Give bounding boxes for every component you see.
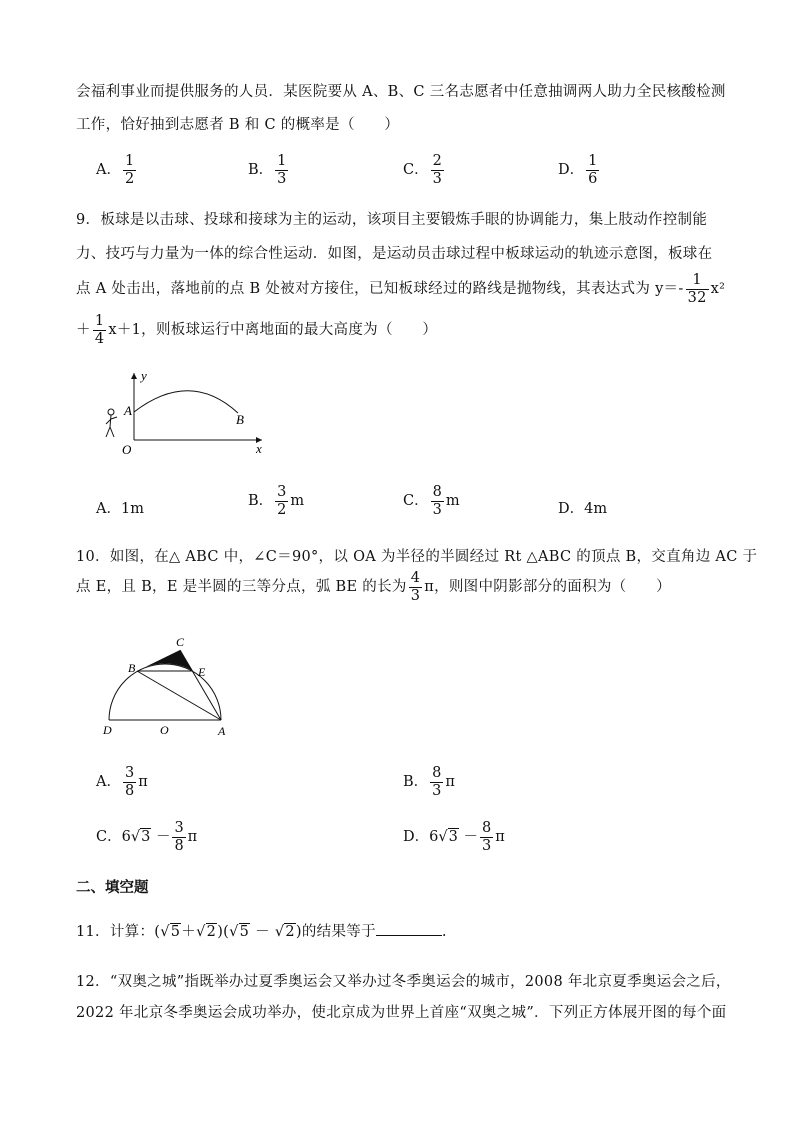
fraction: $\frac{3}{8}$	[174, 820, 184, 854]
fraction: $\frac{8}{3}$	[432, 484, 442, 518]
point-b-label: B	[236, 412, 244, 427]
q9-option-b[interactable]: B． $\frac{3}{2}$ m	[248, 484, 305, 518]
fraction: $\frac{1}{3}$	[277, 153, 287, 187]
q9-option-a[interactable]: A．1m	[96, 501, 144, 517]
q8-option-b[interactable]: B． $\frac{1}{3}$	[248, 153, 287, 187]
q9-text-line3: 点 A 处击出，落地前的点 B 处被对方接住，已知板球经过的路线是抛物线，其表达式为 y＝- $\frac{1}{32}$ x²	[76, 272, 726, 306]
point-a-label: A	[218, 724, 226, 738]
fraction: $\frac{4}{3}$	[410, 570, 421, 604]
batter-icon	[106, 409, 117, 437]
fraction: $\frac{1}{4}$	[94, 313, 105, 347]
q10-text-line2: 点 E，且 B，E 是半圆的三等分点，弧 BE 的长为 $\frac{4}{3}$ π，则图中阴影部分的面积为（ ）	[76, 570, 671, 604]
q8-option-c[interactable]: C． $\frac{2}{3}$	[403, 153, 442, 187]
point-a-label: A	[124, 403, 132, 418]
q9-parabola-figure	[96, 365, 276, 460]
answer-blank[interactable]	[376, 921, 442, 936]
point-e-label: E	[198, 665, 206, 679]
fraction: $\frac{3}{8}$	[124, 765, 135, 799]
y-axis-arrow	[131, 373, 137, 379]
q10-text-line1: 10．如图，在△ ABC 中，∠C＝90°，以 OA 为半径的半圆经过 Rt △ABC 的顶点 B，交直角边 AC 于	[76, 549, 758, 565]
fraction: $\frac{8}{3}$	[432, 765, 442, 799]
q10-option-a[interactable]: A． $\frac{3}{8}$ π	[96, 765, 148, 799]
parabola-path	[134, 391, 238, 413]
q9-option-d[interactable]: D．4m	[558, 501, 608, 517]
point-d-label: D	[103, 723, 112, 737]
fraction: $\frac{1}{2}$	[124, 153, 135, 187]
q8-option-a[interactable]: A． $\frac{1}{2}$	[96, 153, 135, 187]
q9-text-line4: ＋ $\frac{1}{4}$ x＋1，则板球运行中离地面的最大高度为（ ）	[76, 313, 438, 347]
q9-text-line1: 9．板球是以击球、投球和接球为主的运动，该项目主要锻炼手眼的协调能力，集上肢动作控制能	[76, 212, 708, 228]
section-heading: 二、填空题	[76, 880, 149, 896]
q8-text-line2: 工作，恰好抽到志愿者 B 和 C 的概率是（ ）	[76, 117, 400, 133]
point-o-label: O	[160, 723, 169, 737]
fraction: $\frac{3}{2}$	[277, 484, 287, 518]
point-b-label: B	[128, 661, 136, 675]
q9-text-line2: 力、技巧与力量为一体的综合性运动．如图，是运动员击球过程中板球运动的轨迹示意图，板球在	[76, 246, 713, 262]
q10-option-b[interactable]: B． $\frac{8}{3}$ π	[403, 765, 455, 799]
segment-ba	[137, 671, 221, 720]
q10-option-d[interactable]: D．6√3 － $\frac{8}{3}$ π	[403, 820, 505, 854]
fraction: $\frac{2}{3}$	[432, 153, 442, 187]
q11-text: 11．计算：(√5＋√2)(√5 － √2)的结果等于 .	[76, 920, 447, 941]
point-c-label: C	[176, 635, 185, 649]
q8-text-line1: 会福利事业而提供服务的人员．某医院要从 A、B、C 三名志愿者中任意抽调两人助力全民核酸检测	[76, 84, 726, 100]
x-axis-label: x	[256, 441, 262, 456]
q8-option-d[interactable]: D． $\frac{1}{6}$	[558, 153, 598, 187]
fraction: $\frac{1}{32}$	[687, 272, 707, 306]
q12-text-line1: 12．“双奥之城”指既举办过夏季奥运会又举办过冬季奥运会的城市，2008 年北京夏季奥运会之后，	[76, 974, 731, 990]
fraction: $\frac{1}{6}$	[588, 153, 598, 187]
q12-text-line2: 2022 年北京冬季奥运会成功举办，使北京成为世界上首座“双奥之城”．下列正方体展开图的每个面	[76, 1005, 727, 1021]
q10-option-c[interactable]: C．6√3 － $\frac{3}{8}$ π	[96, 820, 198, 854]
q9-option-c[interactable]: C． $\frac{8}{3}$ m	[403, 484, 460, 518]
fraction: $\frac{8}{3}$	[481, 820, 492, 854]
origin-label: O	[122, 442, 132, 457]
q10-semicircle-figure	[96, 630, 246, 740]
y-axis-label: y	[141, 368, 147, 383]
